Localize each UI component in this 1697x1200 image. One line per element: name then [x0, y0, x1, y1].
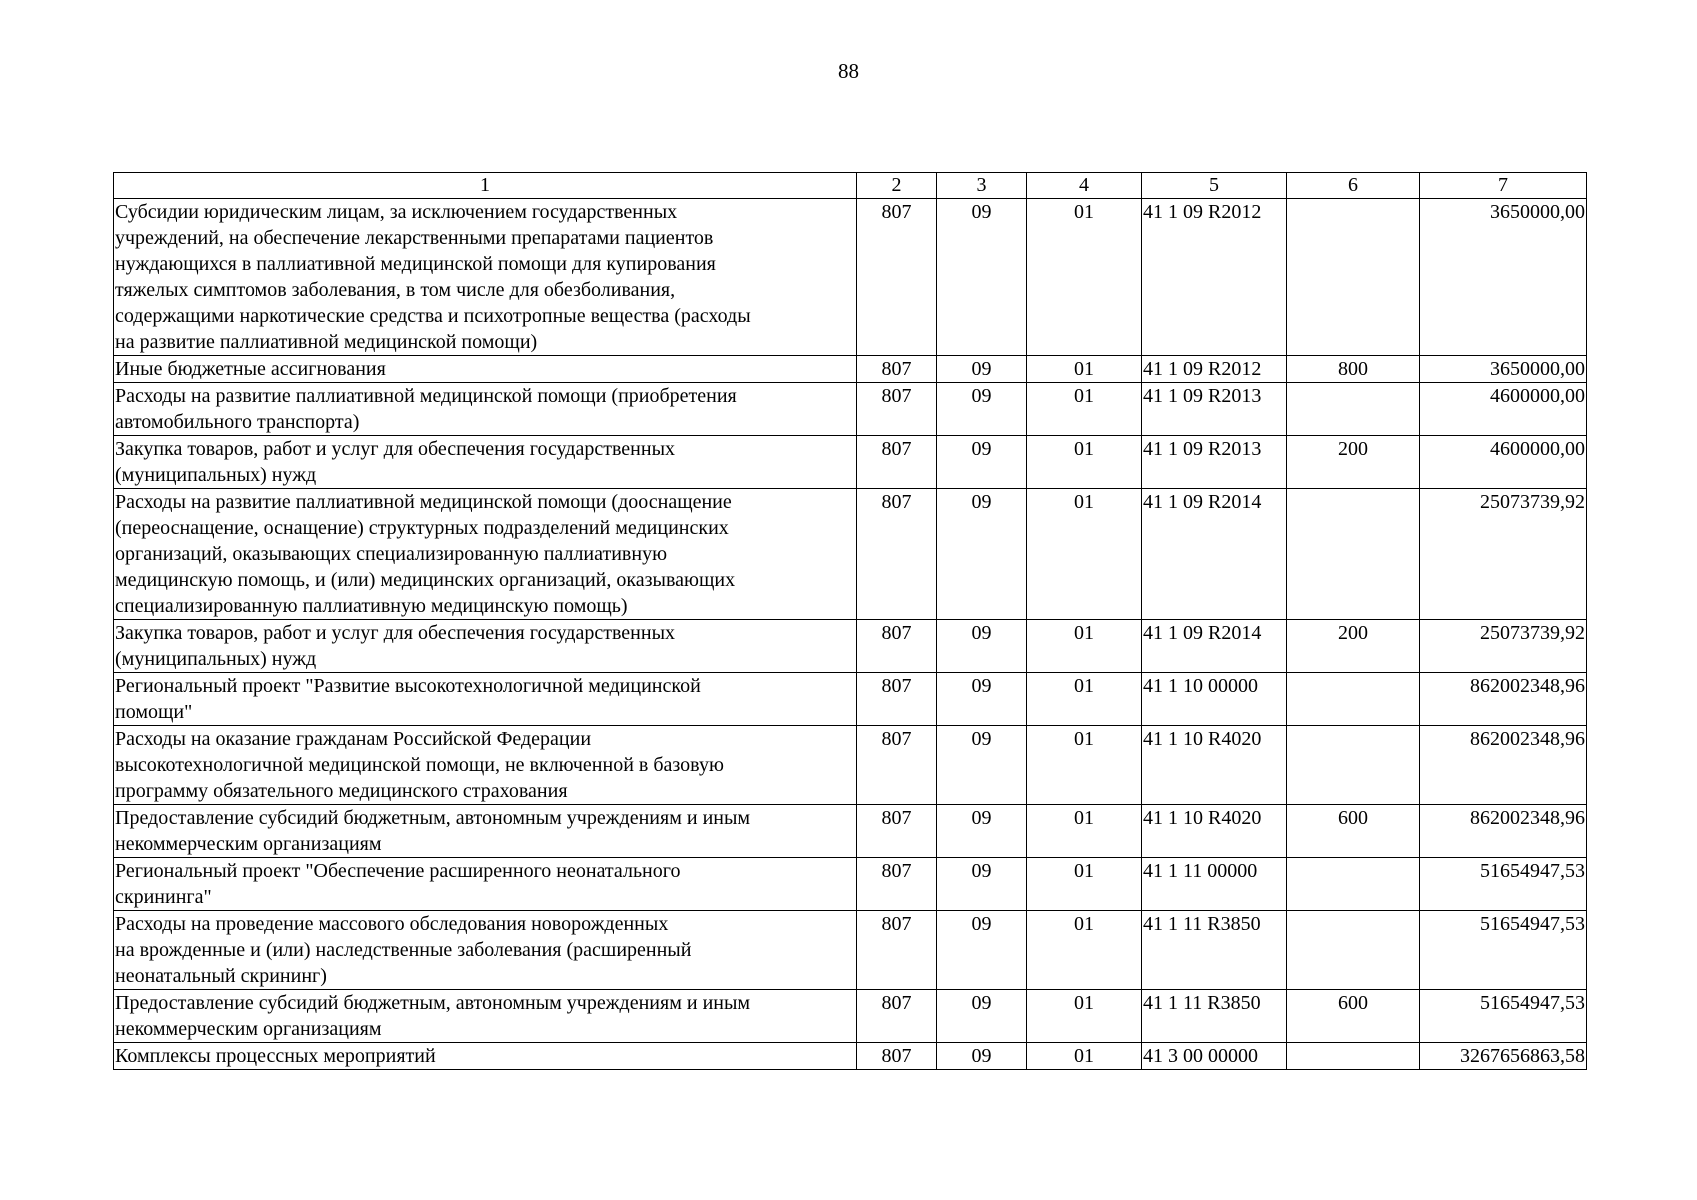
expense-name-cell: Закупка товаров, работ и услуг для обеспечения государственных (муниципальных) нужд: [114, 620, 857, 673]
target-article-cell: 41 1 10 R4020: [1142, 726, 1287, 805]
expense-name-cell: Комплексы процессных мероприятий: [114, 1043, 857, 1070]
table-row: [114, 356, 1587, 383]
expense-type-cell: 200: [1287, 620, 1420, 673]
grbs-code-cell: 807: [857, 1043, 937, 1070]
amount-cell: 4600000,00: [1420, 383, 1587, 436]
column-header-4: 4: [1027, 173, 1142, 199]
target-article-cell: 41 3 00 00000: [1142, 1043, 1287, 1070]
amount-cell: 4600000,00: [1420, 436, 1587, 489]
expense-type-cell: 600: [1287, 990, 1420, 1043]
expense-name-cell: Расходы на проведение массового обследования новорожденных на врожденные и (или) наследственные заболевания (расширенный неонатальный скрининг): [114, 911, 857, 990]
table-row: [114, 726, 1587, 805]
amount-cell: 862002348,96: [1420, 726, 1587, 805]
grbs-code-cell: 807: [857, 805, 937, 858]
target-article-cell: 41 1 09 R2014: [1142, 620, 1287, 673]
table-row: [114, 1043, 1587, 1070]
subsection-code-cell: 01: [1027, 805, 1142, 858]
amount-cell: 3650000,00: [1420, 199, 1587, 356]
section-code-cell: 09: [937, 620, 1027, 673]
column-header-6: 6: [1287, 173, 1420, 199]
target-article-cell: 41 1 11 R3850: [1142, 911, 1287, 990]
expense-type-cell: [1287, 673, 1420, 726]
table-row: [114, 383, 1587, 436]
grbs-code-cell: 807: [857, 990, 937, 1043]
section-code-cell: 09: [937, 805, 1027, 858]
expense-type-cell: 200: [1287, 436, 1420, 489]
section-code-cell: 09: [937, 383, 1027, 436]
target-article-cell: 41 1 10 00000: [1142, 673, 1287, 726]
subsection-code-cell: 01: [1027, 858, 1142, 911]
expense-name-cell: Иные бюджетные ассигнования: [114, 356, 857, 383]
expense-type-cell: 600: [1287, 805, 1420, 858]
section-code-cell: 09: [937, 990, 1027, 1043]
grbs-code-cell: 807: [857, 489, 937, 620]
header-row: [114, 173, 1587, 199]
table-row: [114, 489, 1587, 620]
subsection-code-cell: 01: [1027, 199, 1142, 356]
expense-name-cell: Расходы на развитие паллиативной медицинской помощи (дооснащение (переоснащение, оснащение) структурных подразделений медицинских организаций, оказывающих специализированную паллиативную медицинскую помощь, и (или) медицинских организаций, оказывающих специализированную паллиативную медицинскую помощь): [114, 489, 857, 620]
expense-name-cell: Региональный проект "Развитие высокотехнологичной медицинской помощи": [114, 673, 857, 726]
target-article-cell: 41 1 09 R2013: [1142, 383, 1287, 436]
section-code-cell: 09: [937, 1043, 1027, 1070]
grbs-code-cell: 807: [857, 673, 937, 726]
grbs-code-cell: 807: [857, 199, 937, 356]
amount-cell: 51654947,53: [1420, 990, 1587, 1043]
subsection-code-cell: 01: [1027, 911, 1142, 990]
expense-name-cell: Предоставление субсидий бюджетным, автономным учреждениям и иным некоммерческим организациям: [114, 805, 857, 858]
target-article-cell: 41 1 09 R2013: [1142, 436, 1287, 489]
amount-cell: 3650000,00: [1420, 356, 1587, 383]
expense-type-cell: [1287, 199, 1420, 356]
column-header-5: 5: [1142, 173, 1287, 199]
subsection-code-cell: 01: [1027, 383, 1142, 436]
table-row: [114, 620, 1587, 673]
table-row: [114, 990, 1587, 1043]
target-article-cell: 41 1 11 R3850: [1142, 990, 1287, 1043]
amount-cell: 25073739,92: [1420, 620, 1587, 673]
grbs-code-cell: 807: [857, 726, 937, 805]
amount-cell: 25073739,92: [1420, 489, 1587, 620]
section-code-cell: 09: [937, 911, 1027, 990]
page-number: 88: [838, 59, 859, 83]
subsection-code-cell: 01: [1027, 673, 1142, 726]
subsection-code-cell: 01: [1027, 726, 1142, 805]
expense-type-cell: [1287, 489, 1420, 620]
section-code-cell: 09: [937, 726, 1027, 805]
grbs-code-cell: 807: [857, 620, 937, 673]
amount-cell: 51654947,53: [1420, 858, 1587, 911]
amount-cell: 51654947,53: [1420, 911, 1587, 990]
expense-name-cell: Региональный проект "Обеспечение расширенного неонатального скрининга": [114, 858, 857, 911]
target-article-cell: 41 1 09 R2014: [1142, 489, 1287, 620]
table-row: [114, 805, 1587, 858]
amount-cell: 862002348,96: [1420, 805, 1587, 858]
expense-name-cell: Субсидии юридическим лицам, за исключением государственных учреждений, на обеспечение лекарственными препаратами пациентов нуждающихся в паллиативной медицинской помощи для купирования тяжелых симптомов заболевания, в том числе для обезболивания, содержащими наркотические средства и психотропные вещества (расходы на развитие паллиативной медицинской помощи): [114, 199, 857, 356]
section-code-cell: 09: [937, 673, 1027, 726]
grbs-code-cell: 807: [857, 436, 937, 489]
expense-name-cell: Закупка товаров, работ и услуг для обеспечения государственных (муниципальных) нужд: [114, 436, 857, 489]
subsection-code-cell: 01: [1027, 436, 1142, 489]
section-code-cell: 09: [937, 356, 1027, 383]
subsection-code-cell: 01: [1027, 1043, 1142, 1070]
target-article-cell: 41 1 09 R2012: [1142, 199, 1287, 356]
target-article-cell: 41 1 10 R4020: [1142, 805, 1287, 858]
column-header-2: 2: [857, 173, 937, 199]
target-article-cell: 41 1 11 00000: [1142, 858, 1287, 911]
grbs-code-cell: 807: [857, 858, 937, 911]
subsection-code-cell: 01: [1027, 489, 1142, 620]
table-row: [114, 673, 1587, 726]
subsection-code-cell: 01: [1027, 356, 1142, 383]
expense-type-cell: [1287, 383, 1420, 436]
column-header-3: 3: [937, 173, 1027, 199]
expense-name-cell: Расходы на развитие паллиативной медицинской помощи (приобретения автомобильного транспорта): [114, 383, 857, 436]
target-article-cell: 41 1 09 R2012: [1142, 356, 1287, 383]
expense-type-cell: 800: [1287, 356, 1420, 383]
column-header-7: 7: [1420, 173, 1587, 199]
table-row: [114, 199, 1587, 356]
table-row: [114, 858, 1587, 911]
grbs-code-cell: 807: [857, 356, 937, 383]
table-row: [114, 911, 1587, 990]
expense-type-cell: [1287, 911, 1420, 990]
expense-type-cell: [1287, 858, 1420, 911]
expense-type-cell: [1287, 726, 1420, 805]
section-code-cell: 09: [937, 489, 1027, 620]
amount-cell: 3267656863,58: [1420, 1043, 1587, 1070]
amount-cell: 862002348,96: [1420, 673, 1587, 726]
grbs-code-cell: 807: [857, 911, 937, 990]
section-code-cell: 09: [937, 199, 1027, 356]
expense-type-cell: [1287, 1043, 1420, 1070]
budget-table: [113, 172, 1587, 1070]
subsection-code-cell: 01: [1027, 620, 1142, 673]
grbs-code-cell: 807: [857, 383, 937, 436]
section-code-cell: 09: [937, 436, 1027, 489]
column-header-1: 1: [114, 173, 857, 199]
table-row: [114, 436, 1587, 489]
expense-name-cell: Расходы на оказание гражданам Российской Федерации высокотехнологичной медицинской помощи, не включенной в базовую программу обязательного медицинского страхования: [114, 726, 857, 805]
expense-name-cell: Предоставление субсидий бюджетным, автономным учреждениям и иным некоммерческим организациям: [114, 990, 857, 1043]
subsection-code-cell: 01: [1027, 990, 1142, 1043]
section-code-cell: 09: [937, 858, 1027, 911]
